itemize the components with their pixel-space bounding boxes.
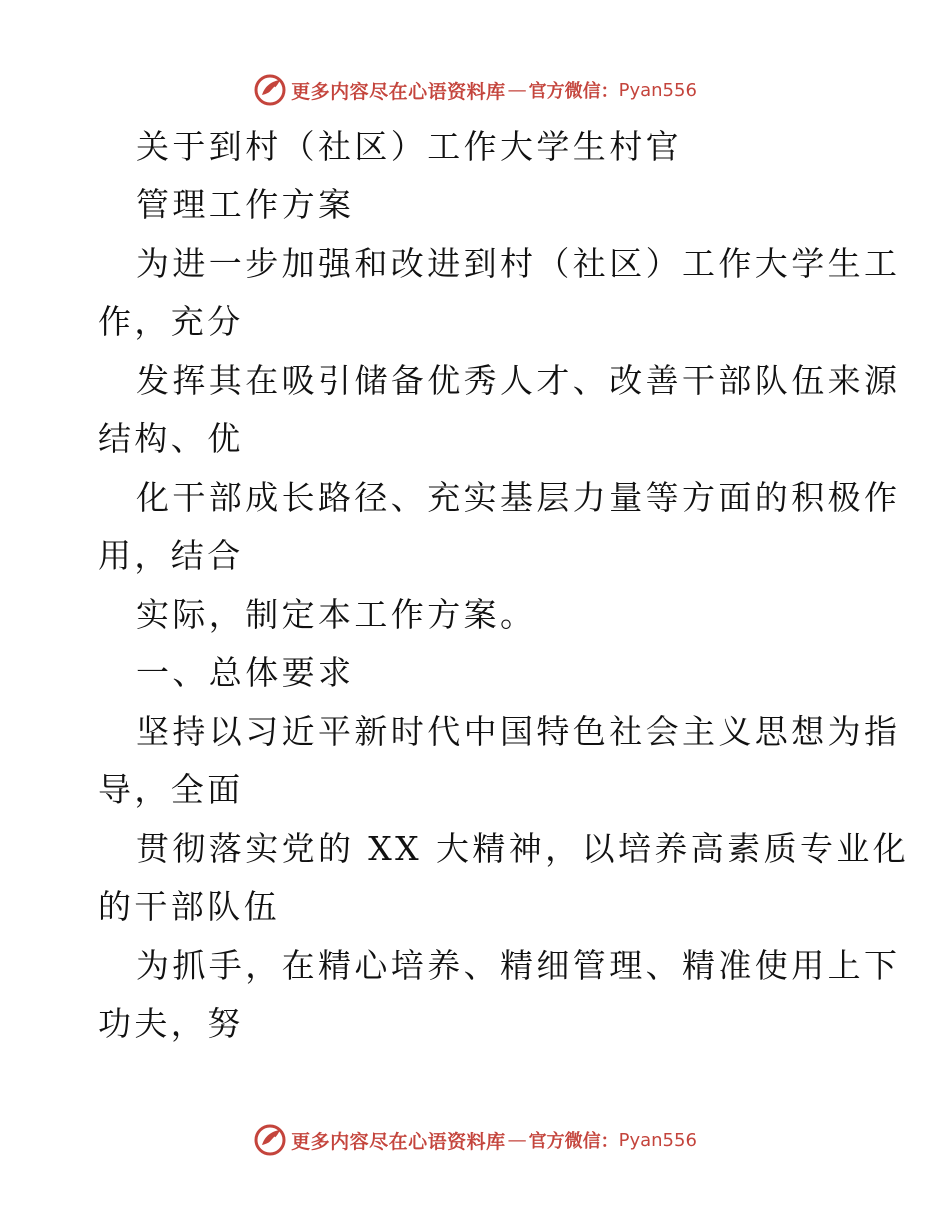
footer-banner bbox=[0, 1120, 950, 1160]
banner-dash: — bbox=[507, 1129, 527, 1151]
banner-contact-label: 官方微信： bbox=[528, 1131, 619, 1152]
doc-paragraph-line: 作，充分 bbox=[98, 302, 244, 341]
doc-title-line-2: 管理工作方案 bbox=[136, 185, 355, 224]
doc-paragraph-line: 结构、优 bbox=[98, 419, 244, 458]
doc-paragraph-line: 坚持以习近平新时代中国特色社会主义思想为指 bbox=[136, 712, 901, 751]
banner-site-text: 更多内容尽在心语资料库 bbox=[291, 80, 506, 103]
banner-contact-label: 官方微信： bbox=[528, 81, 619, 102]
doc-paragraph-line: 导，全面 bbox=[98, 770, 244, 809]
doc-title-line-1: 关于到村（社区）工作大学生村官 bbox=[136, 127, 682, 166]
doc-paragraph-line: 为进一步加强和改进到村（社区）工作大学生工 bbox=[136, 244, 901, 283]
red-circle-leaf-logo-icon bbox=[253, 1123, 287, 1157]
banner-dash: — bbox=[507, 79, 527, 101]
doc-paragraph-line: 实际，制定本工作方案。 bbox=[136, 595, 537, 634]
doc-section-heading: 一、总体要求 bbox=[136, 653, 355, 692]
doc-paragraph-line: 用，结合 bbox=[98, 536, 244, 575]
doc-paragraph-line: 的干部队伍 bbox=[98, 887, 280, 926]
banner-contact-id: Pyan556 bbox=[618, 1129, 697, 1151]
doc-paragraph-line: 发挥其在吸引储备优秀人才、改善干部队伍来源 bbox=[136, 361, 901, 400]
doc-paragraph-line: 贯彻落实党的 XX 大精神，以培养高素质专业化 bbox=[136, 829, 910, 868]
doc-paragraph-line: 功夫，努 bbox=[98, 1004, 244, 1043]
red-circle-leaf-logo-icon bbox=[253, 73, 287, 107]
doc-paragraph-line: 化干部成长路径、充实基层力量等方面的积极作 bbox=[136, 478, 901, 517]
banner-contact-id: Pyan556 bbox=[618, 79, 697, 101]
banner-site-text: 更多内容尽在心语资料库 bbox=[291, 1130, 506, 1153]
doc-paragraph-line: 为抓手，在精心培养、精细管理、精准使用上下 bbox=[136, 946, 901, 985]
header-banner bbox=[0, 70, 950, 110]
